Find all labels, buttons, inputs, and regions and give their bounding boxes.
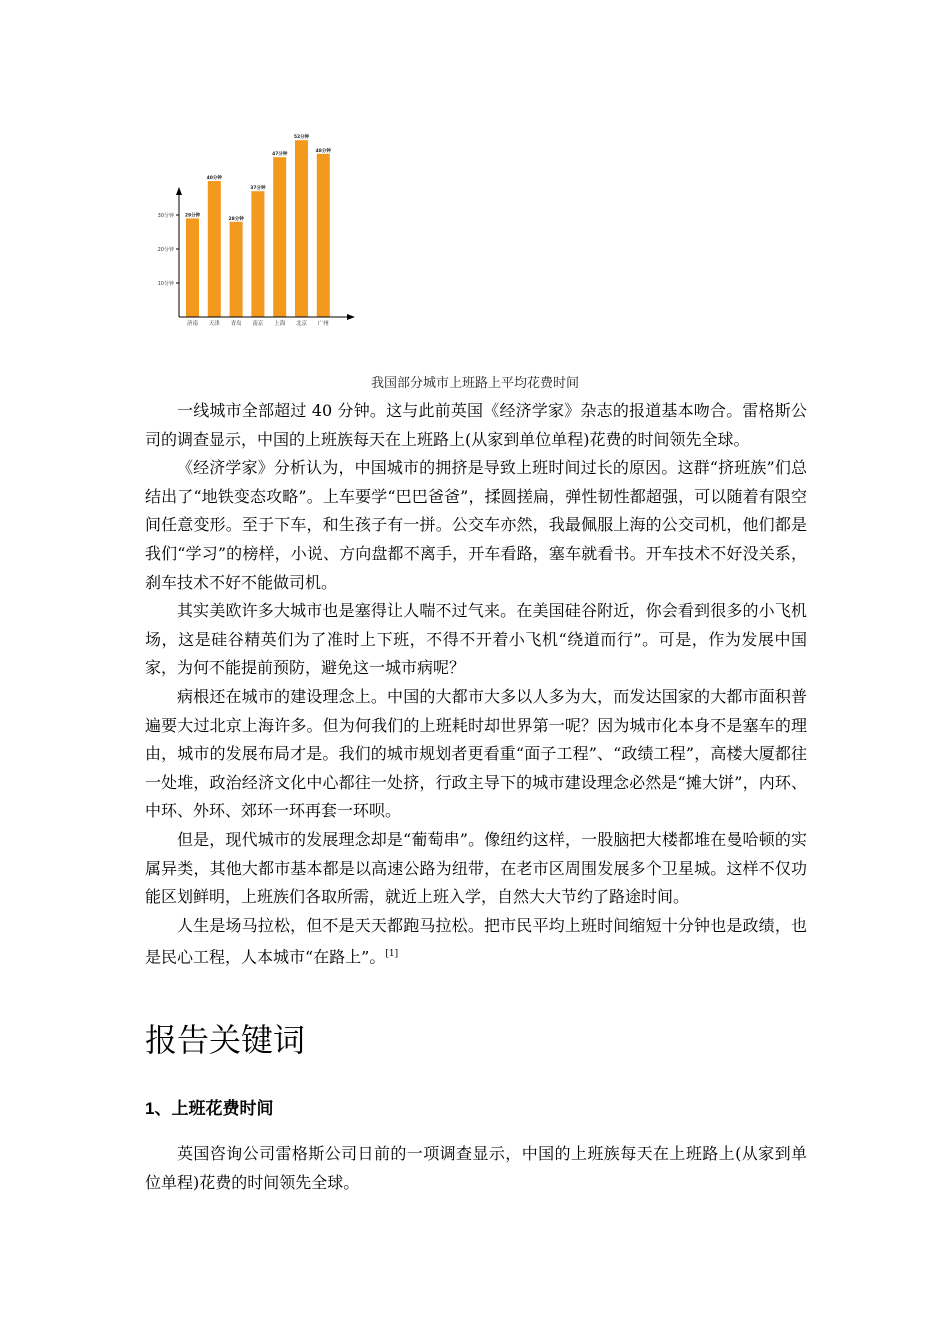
y-axis-arrow [176, 187, 182, 195]
paragraph-last [145, 912, 807, 973]
keywords-heading: 报告关键词 [145, 1021, 306, 1059]
paragraph: 《经济学家》分析认为，中国城市的拥挤是导致上班时间过长的原因。这群“挤班族”们总结出了“地铁变态攻略”。上车要学“巴巴爸爸”，揉圆搓扁，弹性韧性都超强，可以随着有限空间任意变形。至于下车，和生孩子有一拼。公交车亦然，我最佩服上海的公交司机，他们都是我们“学习”的榜样，小说、方向盘都不离手，开车看路，塞车就看书。开车技术不好没关系，刹车技术不好不能做司机。 [145, 458, 807, 592]
x-tick-label: 南京 [252, 321, 264, 327]
bar-value-label: 52分钟 [293, 135, 310, 141]
bar-value-label: 28分钟 [228, 216, 244, 222]
reference-link[interactable]: [1] [385, 949, 399, 960]
x-tick-label: 上海 [274, 321, 286, 327]
bar-value-label: 37分钟 [250, 186, 266, 192]
keyword-paragraph: 英国咨询公司雷格斯公司日前的一项调查显示，中国的上班族每天在上班路上(从家到单位单程)花费的时间领先全球。 [145, 1144, 807, 1192]
bar [317, 154, 330, 317]
bar [186, 218, 199, 317]
paragraph-text: 人生是场马拉松，但不是天天都跑马拉松。把市民平均上班时间缩短十分钟也是政绩，也是民心工程，人本城市“在路上”。 [145, 915, 807, 967]
bar-value-label: 47分钟 [272, 152, 288, 158]
y-tick-label: 30分钟 [157, 213, 174, 219]
bar [230, 222, 243, 317]
x-axis-arrow [347, 314, 355, 320]
keyword-item-heading [145, 1094, 273, 1119]
paragraph: 病根还在城市的建设理念上。中国的大都市大多以人多为大，而发达国家的大都市面积普遍要大过北京上海许多。但为何我们的上班耗时却世界第一呢？因为城市化本身不是塞车的理由，城市的发展布局才是。我们的城市规划者更看重“面子工程”、“政绩工程”，高楼大厦都往一处堆，政治经济文化中心都往一处挤，行政主导下的城市建设理念必然是“摊大饼”，内环、中环、外环、郊环一环再套一环呗。 [145, 686, 807, 821]
x-tick-label: 广州 [317, 321, 329, 327]
paragraph: 其实美欧许多大城市也是塞得让人喘不过气来。在美国硅谷附近，你会看到很多的小飞机场，这是硅谷精英们为了准时上下班，不得不开着小飞机“绕道而行”。可是，作为发展中国家，为何不能提前预防，避免这一城市病呢？ [145, 601, 807, 678]
bar-value-label: 29分钟 [184, 213, 201, 219]
bar-value-label: 48分钟 [315, 148, 331, 154]
paragraph: 但是，现代城市的发展理念却是“葡萄串”。像纽约这样，一股脑把大楼都堆在曼哈顿的实属异类，其他大都市基本都是以高速公路为纽带，在老市区周围发展多个卫星城。这样不仅功能区划鲜明，上班族们各取所需，就近上班入学，自然大大节约了路途时间。 [145, 829, 807, 907]
chart-caption: 我国部分城市上班路上平均花费时间 [370, 376, 579, 391]
bar [251, 191, 264, 317]
bar-value-label: 40分钟 [206, 176, 222, 181]
keyword-item-number: 1 [145, 1099, 155, 1118]
keyword-item-separator: 、 [154, 1099, 172, 1119]
x-tick-label: 北京 [295, 321, 308, 327]
keyword-item-title: 上班花费时间 [171, 1099, 274, 1119]
bar [208, 181, 221, 317]
x-tick-label: 青岛 [230, 321, 242, 327]
commute-time-bar-chart [150, 120, 360, 330]
x-tick-label: 济南 [186, 321, 199, 327]
bar [273, 157, 286, 317]
y-tick-label: 20分钟 [157, 247, 174, 253]
bar [295, 140, 308, 317]
x-tick-label: 天津 [208, 321, 220, 327]
paragraph: 一线城市全部超过 40 分钟。这与此前英国《经济学家》杂志的报道基本吻合。雷格斯公司的调查显示，中国的上班族每天在上班路上(从家到单位单程)花费的时间领先全球。 [145, 401, 807, 449]
article-body [145, 397, 807, 972]
y-tick-label: 10分钟 [157, 281, 174, 287]
